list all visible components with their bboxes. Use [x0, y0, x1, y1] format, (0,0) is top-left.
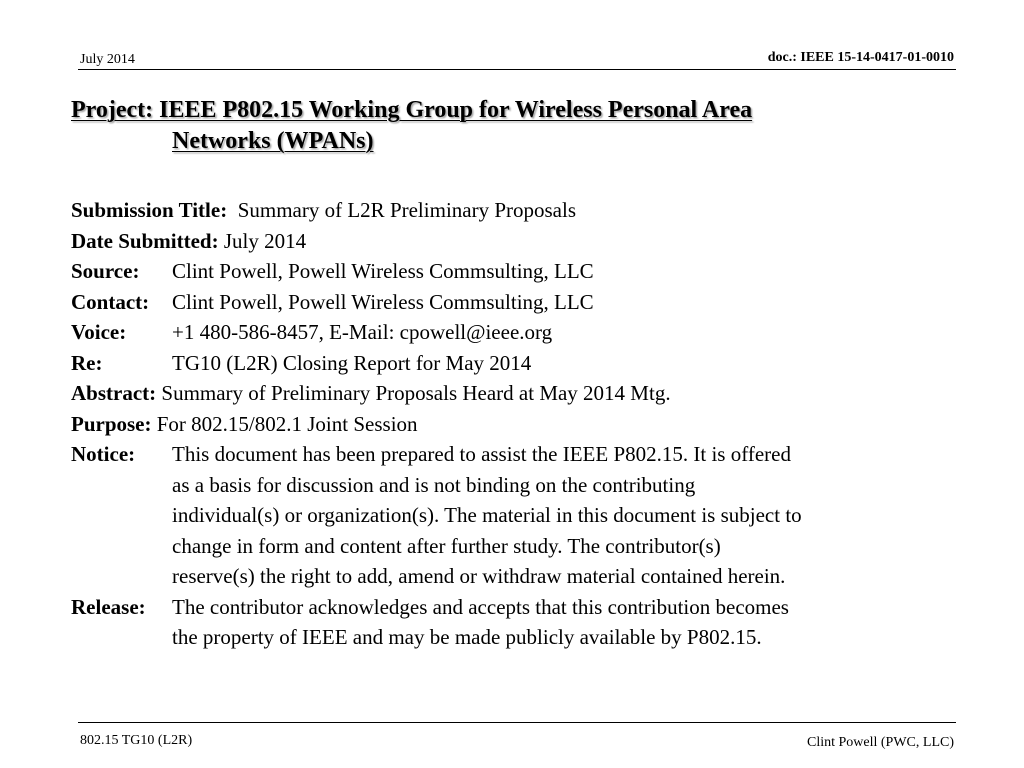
field-value: Summary of Preliminary Proposals Heard at May 2014 Mtg.	[161, 381, 671, 405]
field-value: Clint Powell, Powell Wireless Commsulting, LLC	[172, 259, 594, 283]
field-value: +1 480-586-8457, E-Mail: cpowell@ieee.org	[172, 320, 553, 344]
notice-line: This document has been prepared to assist the IEEE P802.15. It is offered	[172, 442, 791, 466]
page-title	[71, 95, 931, 157]
field-voice	[71, 317, 961, 348]
field-value: July 2014	[223, 228, 307, 253]
field-label: Release:	[71, 594, 146, 619]
header-doc-id: doc.: IEEE 15-14-0417-01-0010	[767, 50, 954, 65]
header-divider	[78, 69, 956, 70]
submission-fields	[71, 195, 961, 653]
field-label: Submission Title:	[71, 198, 228, 222]
notice-line: reserve(s) the right to add, amend or withdraw material contained herein.	[172, 564, 786, 588]
notice-line: change in form and content after further study. The contributor(s)	[172, 533, 721, 558]
field-release	[71, 592, 961, 653]
field-value: For 802.15/802.1 Joint Session	[156, 411, 418, 436]
field-label: Contact:	[71, 289, 150, 314]
footer-author: Clint Powell (PWC, LLC)	[807, 735, 954, 750]
field-label: Purpose:	[71, 411, 152, 436]
field-value: TG10 (L2R) Closing Report for May 2014	[172, 350, 532, 375]
field-label: Re:	[71, 350, 103, 375]
footer-group: 802.15 TG10 (L2R)	[80, 733, 193, 748]
title-line-1: Project: IEEE P802.15 Working Group for Wireless Personal Area	[71, 97, 753, 123]
field-label: Source:	[71, 259, 140, 283]
field-value: Clint Powell, Powell Wireless Commsulting, LLC	[172, 289, 594, 314]
field-re	[71, 348, 961, 379]
field-contact	[71, 287, 961, 318]
field-label: Voice:	[71, 320, 127, 344]
title-line-2: Networks (WPANs)	[172, 128, 374, 154]
field-purpose	[71, 409, 961, 440]
field-notice	[71, 439, 961, 592]
notice-line: as a basis for discussion and is not binding on the contributing	[172, 472, 696, 497]
field-source	[71, 256, 961, 287]
field-label: Notice:	[71, 442, 136, 466]
notice-line: individual(s) or organization(s). The material in this document is subject to	[172, 503, 802, 527]
field-label: Date Submitted:	[71, 228, 219, 253]
field-abstract	[71, 378, 961, 409]
field-submission-title	[71, 195, 961, 226]
footer-divider	[78, 722, 956, 723]
field-value: Summary of L2R Preliminary Proposals	[237, 198, 577, 222]
field-date-submitted	[71, 226, 961, 257]
field-label: Abstract:	[71, 381, 157, 405]
release-line: The contributor acknowledges and accepts that this contribution becomes	[172, 594, 789, 619]
header-date: July 2014	[80, 52, 135, 67]
release-line: the property of IEEE and may be made publicly available by P802.15.	[172, 625, 762, 649]
